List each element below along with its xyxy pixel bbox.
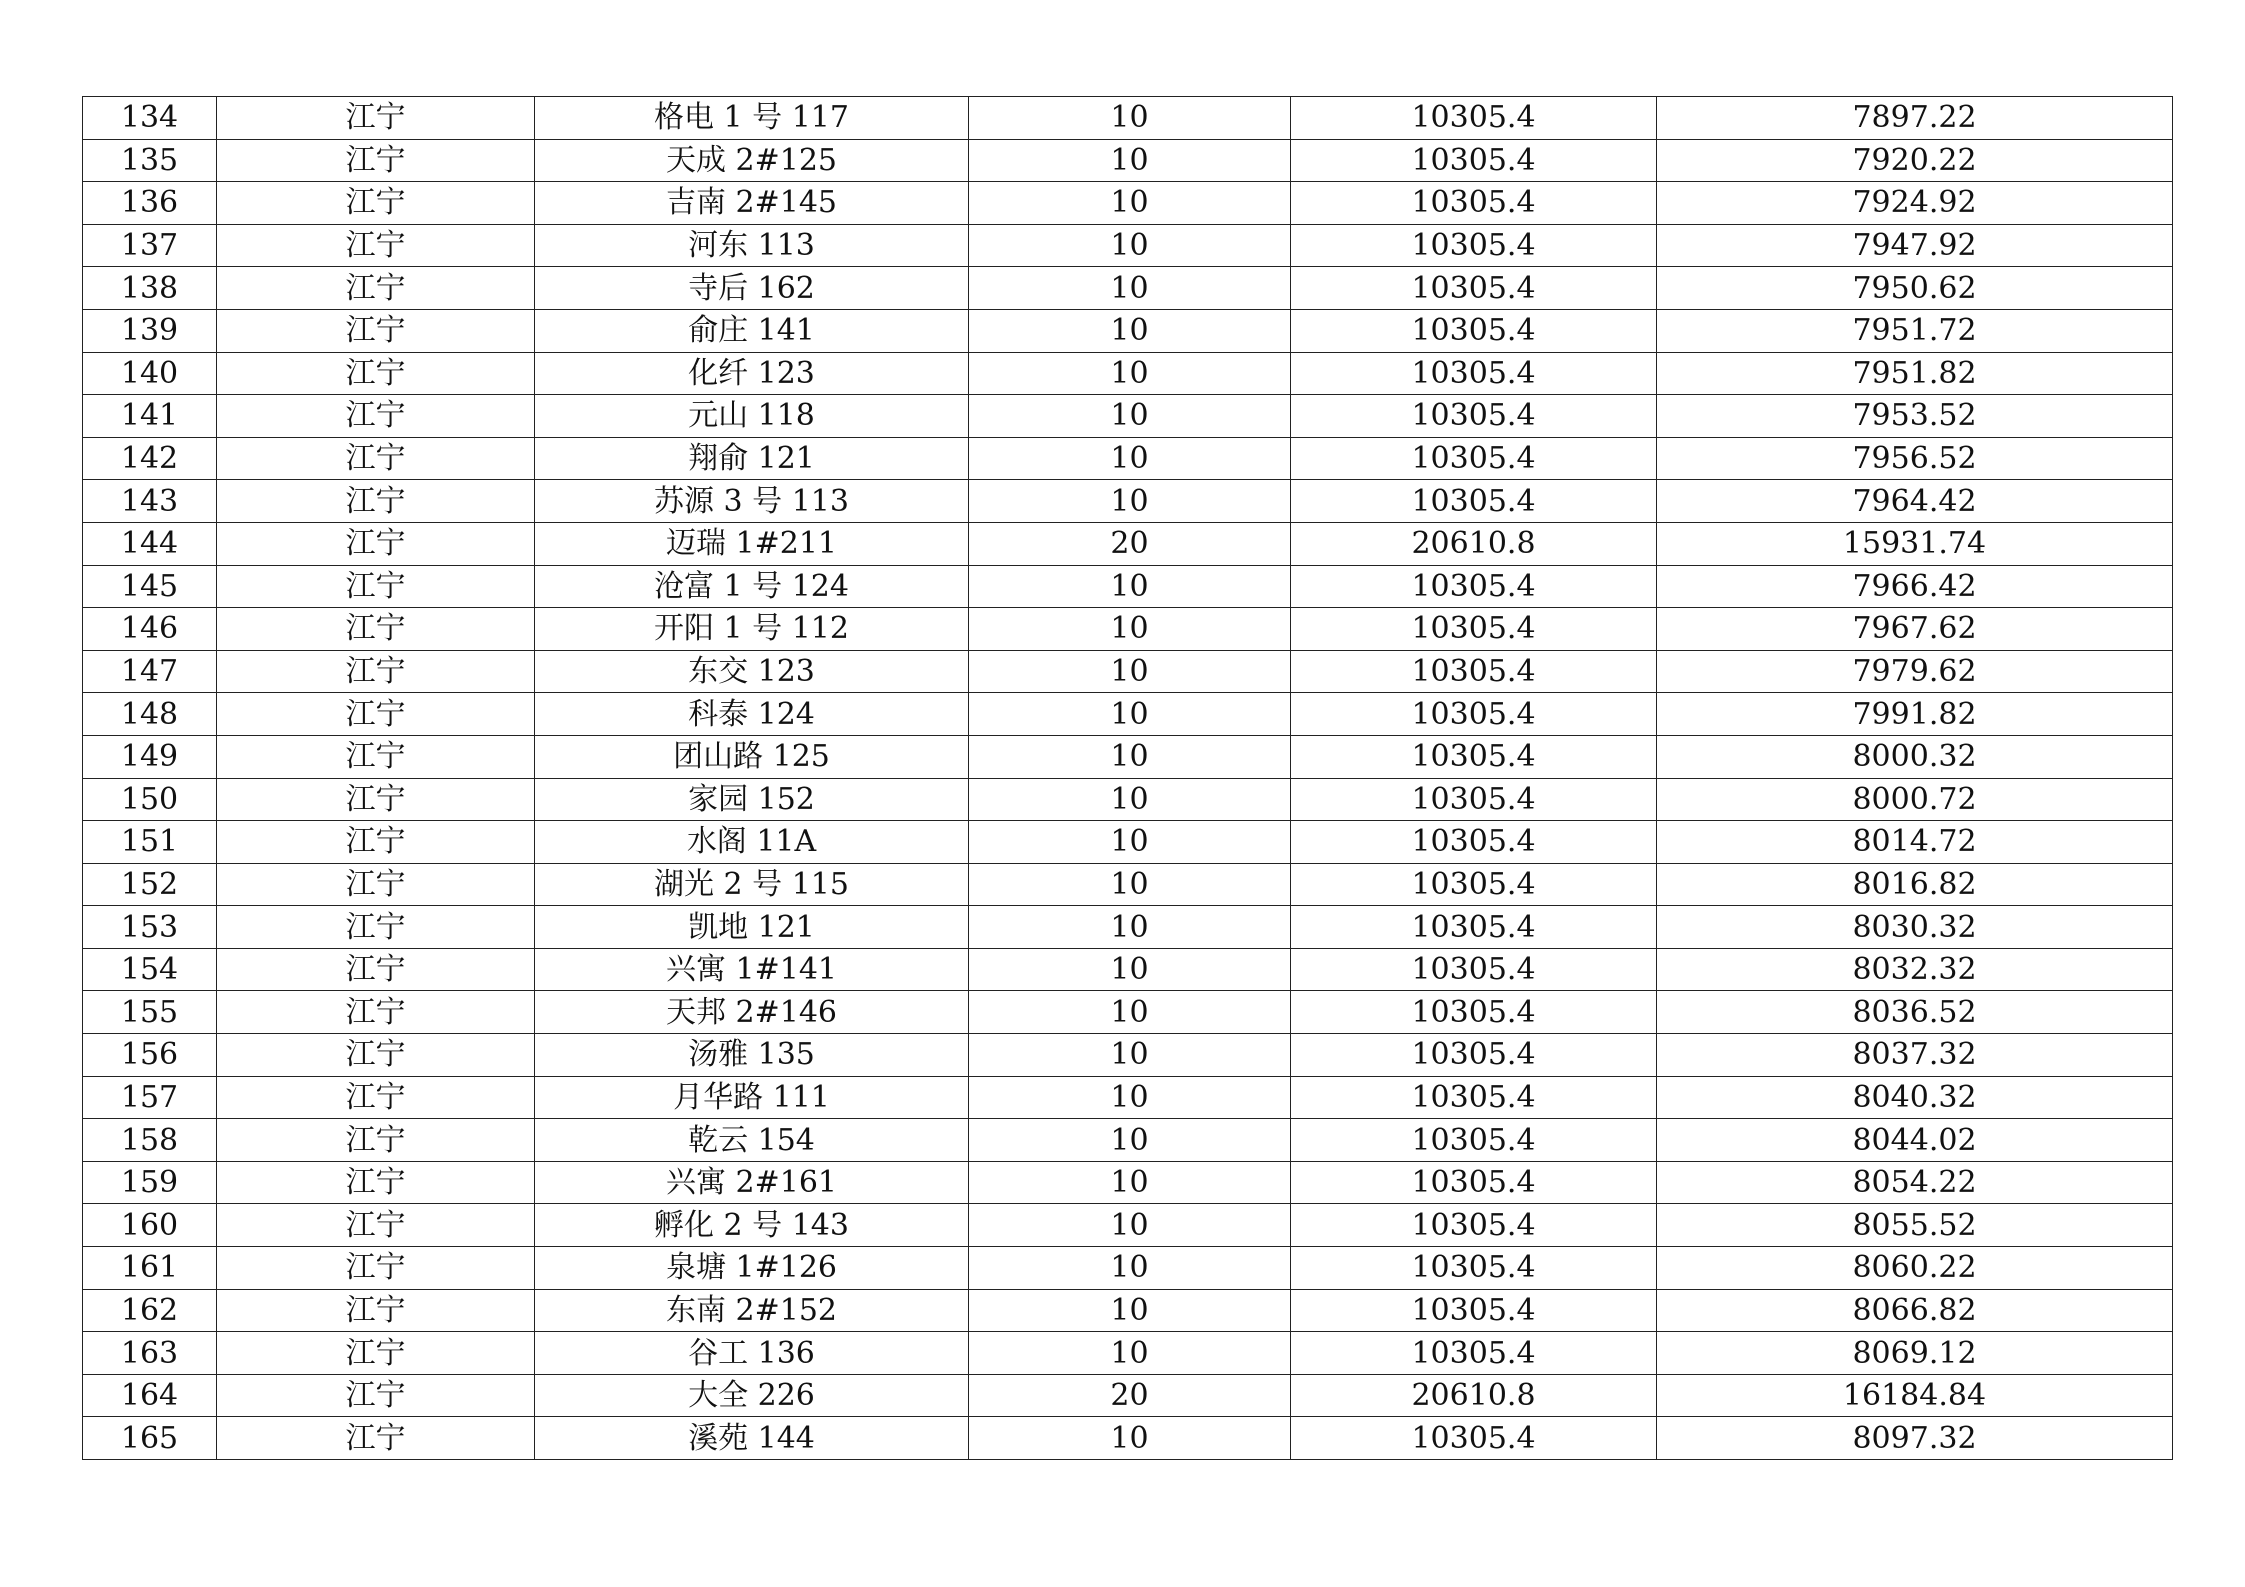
- district-cell: 江宁: [217, 735, 535, 778]
- row-index-cell: 148: [83, 693, 217, 736]
- row-index-cell: 150: [83, 778, 217, 821]
- table-row: [83, 1247, 2173, 1290]
- amount-cell: 10305.4: [1291, 309, 1657, 352]
- district-cell: 江宁: [217, 906, 535, 949]
- row-index-cell: 147: [83, 650, 217, 693]
- row-index-cell: 157: [83, 1076, 217, 1119]
- value-cell: 15931.74: [1657, 522, 2173, 565]
- value-cell: 7966.42: [1657, 565, 2173, 608]
- amount-cell: 10305.4: [1291, 1161, 1657, 1204]
- line-name-cell: 东交 123: [535, 650, 969, 693]
- value-cell: 8032.32: [1657, 948, 2173, 991]
- district-cell: 江宁: [217, 948, 535, 991]
- value-cell: 7956.52: [1657, 437, 2173, 480]
- table-row: [83, 182, 2173, 225]
- table-row: [83, 608, 2173, 651]
- line-name-cell: 家园 152: [535, 778, 969, 821]
- district-cell: 江宁: [217, 565, 535, 608]
- capacity-cell: 10: [969, 97, 1291, 140]
- table-row: [83, 778, 2173, 821]
- district-cell: 江宁: [217, 97, 535, 140]
- value-cell: 7950.62: [1657, 267, 2173, 310]
- line-name-cell: 湖光 2 号 115: [535, 863, 969, 906]
- district-cell: 江宁: [217, 1161, 535, 1204]
- district-cell: 江宁: [217, 224, 535, 267]
- table-row: [83, 906, 2173, 949]
- capacity-cell: 20: [969, 522, 1291, 565]
- capacity-cell: 10: [969, 735, 1291, 778]
- amount-cell: 10305.4: [1291, 1247, 1657, 1290]
- value-cell: 7991.82: [1657, 693, 2173, 736]
- district-cell: 江宁: [217, 1247, 535, 1290]
- line-name-cell: 谷工 136: [535, 1332, 969, 1375]
- amount-cell: 10305.4: [1291, 267, 1657, 310]
- district-cell: 江宁: [217, 1417, 535, 1460]
- line-name-cell: 俞庄 141: [535, 309, 969, 352]
- amount-cell: 10305.4: [1291, 1076, 1657, 1119]
- amount-cell: 10305.4: [1291, 693, 1657, 736]
- district-cell: 江宁: [217, 863, 535, 906]
- table-row: [83, 821, 2173, 864]
- amount-cell: 10305.4: [1291, 97, 1657, 140]
- row-index-cell: 152: [83, 863, 217, 906]
- table-row: [83, 139, 2173, 182]
- amount-cell: 10305.4: [1291, 608, 1657, 651]
- district-cell: 江宁: [217, 267, 535, 310]
- amount-cell: 10305.4: [1291, 906, 1657, 949]
- line-name-cell: 水阁 11A: [535, 821, 969, 864]
- row-index-cell: 137: [83, 224, 217, 267]
- row-index-cell: 161: [83, 1247, 217, 1290]
- line-name-cell: 溪苑 144: [535, 1417, 969, 1460]
- amount-cell: 10305.4: [1291, 1119, 1657, 1162]
- capacity-cell: 10: [969, 1417, 1291, 1460]
- table-row: [83, 352, 2173, 395]
- capacity-cell: 10: [969, 778, 1291, 821]
- amount-cell: 10305.4: [1291, 437, 1657, 480]
- district-cell: 江宁: [217, 437, 535, 480]
- capacity-cell: 10: [969, 1076, 1291, 1119]
- amount-cell: 10305.4: [1291, 735, 1657, 778]
- value-cell: 7964.42: [1657, 480, 2173, 523]
- line-name-cell: 元山 118: [535, 395, 969, 438]
- table-row: [83, 1119, 2173, 1162]
- table-row: [83, 991, 2173, 1034]
- value-cell: 7897.22: [1657, 97, 2173, 140]
- amount-cell: 20610.8: [1291, 522, 1657, 565]
- table-row: [83, 735, 2173, 778]
- amount-cell: 10305.4: [1291, 1417, 1657, 1460]
- capacity-cell: 10: [969, 224, 1291, 267]
- district-cell: 江宁: [217, 1332, 535, 1375]
- value-cell: 7920.22: [1657, 139, 2173, 182]
- table-row: [83, 522, 2173, 565]
- row-index-cell: 143: [83, 480, 217, 523]
- amount-cell: 10305.4: [1291, 139, 1657, 182]
- amount-cell: 10305.4: [1291, 565, 1657, 608]
- amount-cell: 10305.4: [1291, 352, 1657, 395]
- line-name-cell: 大全 226: [535, 1374, 969, 1417]
- amount-cell: 10305.4: [1291, 182, 1657, 225]
- amount-cell: 10305.4: [1291, 480, 1657, 523]
- value-cell: 8000.72: [1657, 778, 2173, 821]
- amount-cell: 10305.4: [1291, 1332, 1657, 1375]
- row-index-cell: 138: [83, 267, 217, 310]
- table-row: [83, 480, 2173, 523]
- district-cell: 江宁: [217, 1289, 535, 1332]
- line-name-cell: 泉塘 1#126: [535, 1247, 969, 1290]
- capacity-cell: 10: [969, 1161, 1291, 1204]
- table-row: [83, 1034, 2173, 1077]
- capacity-cell: 10: [969, 650, 1291, 693]
- line-name-cell: 东南 2#152: [535, 1289, 969, 1332]
- value-cell: 8044.02: [1657, 1119, 2173, 1162]
- capacity-cell: 10: [969, 139, 1291, 182]
- table-row: [83, 1374, 2173, 1417]
- capacity-cell: 10: [969, 693, 1291, 736]
- line-name-cell: 开阳 1 号 112: [535, 608, 969, 651]
- value-cell: 8060.22: [1657, 1247, 2173, 1290]
- district-cell: 江宁: [217, 139, 535, 182]
- line-name-cell: 寺后 162: [535, 267, 969, 310]
- row-index-cell: 145: [83, 565, 217, 608]
- row-index-cell: 151: [83, 821, 217, 864]
- table-row: [83, 863, 2173, 906]
- line-name-cell: 河东 113: [535, 224, 969, 267]
- row-index-cell: 146: [83, 608, 217, 651]
- row-index-cell: 162: [83, 1289, 217, 1332]
- capacity-cell: 10: [969, 863, 1291, 906]
- line-name-cell: 沧富 1 号 124: [535, 565, 969, 608]
- amount-cell: 10305.4: [1291, 778, 1657, 821]
- line-name-cell: 兴寓 2#161: [535, 1161, 969, 1204]
- district-cell: 江宁: [217, 650, 535, 693]
- value-cell: 8030.32: [1657, 906, 2173, 949]
- value-cell: 8016.82: [1657, 863, 2173, 906]
- row-index-cell: 140: [83, 352, 217, 395]
- value-cell: 7951.82: [1657, 352, 2173, 395]
- table-row: [83, 224, 2173, 267]
- row-index-cell: 159: [83, 1161, 217, 1204]
- capacity-cell: 10: [969, 480, 1291, 523]
- table-row: [83, 565, 2173, 608]
- table-row: [83, 267, 2173, 310]
- amount-cell: 10305.4: [1291, 1034, 1657, 1077]
- capacity-cell: 10: [969, 309, 1291, 352]
- row-index-cell: 163: [83, 1332, 217, 1375]
- district-cell: 江宁: [217, 352, 535, 395]
- value-cell: 7924.92: [1657, 182, 2173, 225]
- amount-cell: 10305.4: [1291, 948, 1657, 991]
- district-cell: 江宁: [217, 821, 535, 864]
- row-index-cell: 135: [83, 139, 217, 182]
- table-body: [83, 97, 2173, 1460]
- amount-cell: 10305.4: [1291, 650, 1657, 693]
- table-row: [83, 309, 2173, 352]
- value-cell: 16184.84: [1657, 1374, 2173, 1417]
- value-cell: 8069.12: [1657, 1332, 2173, 1375]
- value-cell: 8000.32: [1657, 735, 2173, 778]
- district-cell: 江宁: [217, 395, 535, 438]
- capacity-cell: 10: [969, 906, 1291, 949]
- table-row: [83, 693, 2173, 736]
- capacity-cell: 10: [969, 182, 1291, 225]
- row-index-cell: 142: [83, 437, 217, 480]
- capacity-cell: 10: [969, 1034, 1291, 1077]
- table-row: [83, 395, 2173, 438]
- table-row: [83, 97, 2173, 140]
- capacity-cell: 10: [969, 1289, 1291, 1332]
- line-name-cell: 凯地 121: [535, 906, 969, 949]
- line-name-cell: 苏源 3 号 113: [535, 480, 969, 523]
- amount-cell: 10305.4: [1291, 991, 1657, 1034]
- district-cell: 江宁: [217, 309, 535, 352]
- row-index-cell: 155: [83, 991, 217, 1034]
- district-cell: 江宁: [217, 480, 535, 523]
- value-cell: 7967.62: [1657, 608, 2173, 651]
- line-name-cell: 兴寓 1#141: [535, 948, 969, 991]
- table-row: [83, 1161, 2173, 1204]
- capacity-cell: 10: [969, 1247, 1291, 1290]
- capacity-cell: 10: [969, 1204, 1291, 1247]
- line-name-cell: 迈瑞 1#211: [535, 522, 969, 565]
- table-row: [83, 1417, 2173, 1460]
- capacity-cell: 10: [969, 267, 1291, 310]
- district-cell: 江宁: [217, 1119, 535, 1162]
- row-index-cell: 156: [83, 1034, 217, 1077]
- line-name-cell: 乾云 154: [535, 1119, 969, 1162]
- line-name-cell: 团山路 125: [535, 735, 969, 778]
- table-row: [83, 1332, 2173, 1375]
- district-cell: 江宁: [217, 608, 535, 651]
- line-name-cell: 孵化 2 号 143: [535, 1204, 969, 1247]
- capacity-cell: 10: [969, 565, 1291, 608]
- amount-cell: 10305.4: [1291, 224, 1657, 267]
- district-cell: 江宁: [217, 182, 535, 225]
- amount-cell: 20610.8: [1291, 1374, 1657, 1417]
- capacity-cell: 10: [969, 1119, 1291, 1162]
- capacity-cell: 10: [969, 437, 1291, 480]
- table-row: [83, 650, 2173, 693]
- value-cell: 8054.22: [1657, 1161, 2173, 1204]
- row-index-cell: 136: [83, 182, 217, 225]
- row-index-cell: 144: [83, 522, 217, 565]
- value-cell: 8014.72: [1657, 821, 2173, 864]
- amount-cell: 10305.4: [1291, 1289, 1657, 1332]
- row-index-cell: 139: [83, 309, 217, 352]
- value-cell: 8036.52: [1657, 991, 2173, 1034]
- value-cell: 7953.52: [1657, 395, 2173, 438]
- value-cell: 8066.82: [1657, 1289, 2173, 1332]
- line-name-cell: 吉南 2#145: [535, 182, 969, 225]
- value-cell: 8037.32: [1657, 1034, 2173, 1077]
- row-index-cell: 164: [83, 1374, 217, 1417]
- district-cell: 江宁: [217, 778, 535, 821]
- line-name-cell: 格电 1 号 117: [535, 97, 969, 140]
- capacity-cell: 10: [969, 352, 1291, 395]
- capacity-cell: 20: [969, 1374, 1291, 1417]
- district-cell: 江宁: [217, 1374, 535, 1417]
- row-index-cell: 160: [83, 1204, 217, 1247]
- value-cell: 8097.32: [1657, 1417, 2173, 1460]
- district-cell: 江宁: [217, 522, 535, 565]
- district-cell: 江宁: [217, 991, 535, 1034]
- capacity-cell: 10: [969, 948, 1291, 991]
- row-index-cell: 154: [83, 948, 217, 991]
- table-row: [83, 948, 2173, 991]
- line-name-cell: 科泰 124: [535, 693, 969, 736]
- district-cell: 江宁: [217, 693, 535, 736]
- row-index-cell: 165: [83, 1417, 217, 1460]
- row-index-cell: 149: [83, 735, 217, 778]
- capacity-cell: 10: [969, 395, 1291, 438]
- capacity-cell: 10: [969, 608, 1291, 651]
- capacity-cell: 10: [969, 1332, 1291, 1375]
- value-cell: 7951.72: [1657, 309, 2173, 352]
- district-cell: 江宁: [217, 1204, 535, 1247]
- row-index-cell: 141: [83, 395, 217, 438]
- line-name-cell: 天成 2#125: [535, 139, 969, 182]
- row-index-cell: 134: [83, 97, 217, 140]
- value-cell: 8055.52: [1657, 1204, 2173, 1247]
- table-row: [83, 1289, 2173, 1332]
- value-cell: 7979.62: [1657, 650, 2173, 693]
- line-name-cell: 翔俞 121: [535, 437, 969, 480]
- capacity-cell: 10: [969, 991, 1291, 1034]
- value-cell: 8040.32: [1657, 1076, 2173, 1119]
- district-cell: 江宁: [217, 1034, 535, 1077]
- amount-cell: 10305.4: [1291, 395, 1657, 438]
- district-cell: 江宁: [217, 1076, 535, 1119]
- amount-cell: 10305.4: [1291, 821, 1657, 864]
- capacity-cell: 10: [969, 821, 1291, 864]
- amount-cell: 10305.4: [1291, 863, 1657, 906]
- line-name-cell: 天邦 2#146: [535, 991, 969, 1034]
- amount-cell: 10305.4: [1291, 1204, 1657, 1247]
- data-table: [82, 96, 2173, 1460]
- line-name-cell: 月华路 111: [535, 1076, 969, 1119]
- value-cell: 7947.92: [1657, 224, 2173, 267]
- row-index-cell: 153: [83, 906, 217, 949]
- table-row: [83, 1076, 2173, 1119]
- line-name-cell: 汤雅 135: [535, 1034, 969, 1077]
- row-index-cell: 158: [83, 1119, 217, 1162]
- line-name-cell: 化纤 123: [535, 352, 969, 395]
- table-row: [83, 437, 2173, 480]
- table-row: [83, 1204, 2173, 1247]
